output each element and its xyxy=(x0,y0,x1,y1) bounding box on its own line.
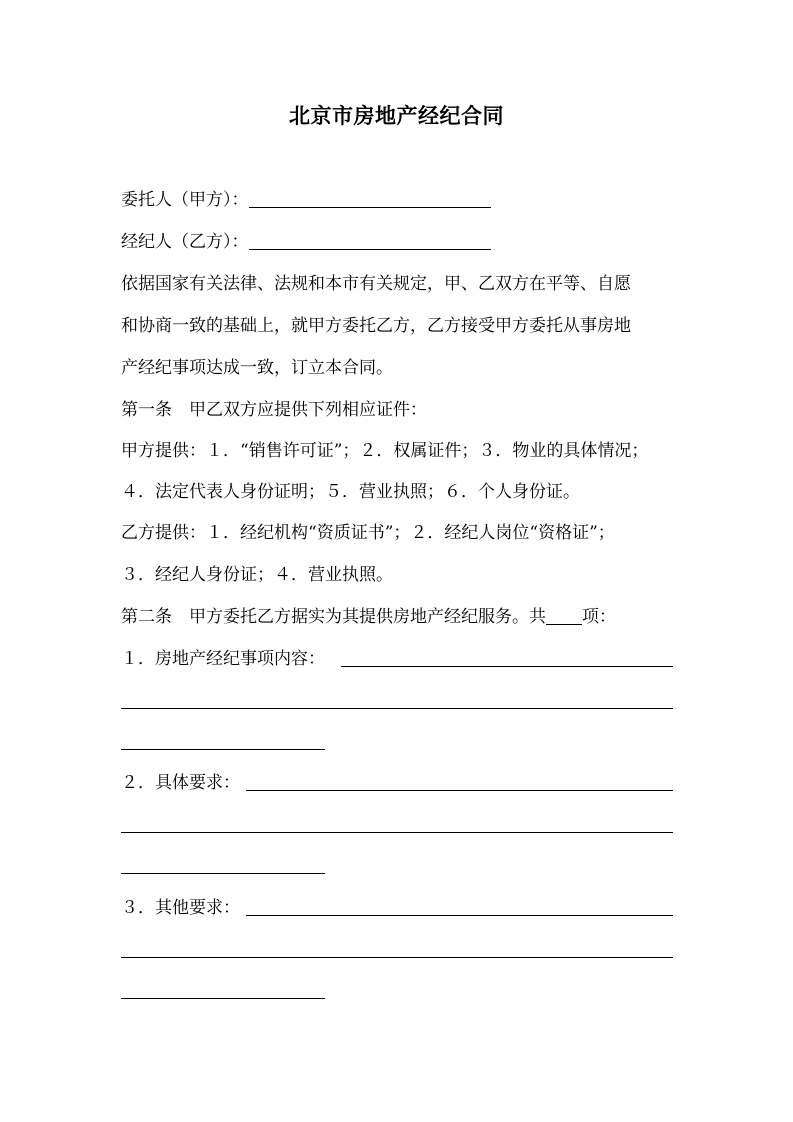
client-name-field[interactable] xyxy=(249,189,491,208)
client-line xyxy=(121,188,681,212)
item-1-field-line-3[interactable] xyxy=(121,749,325,750)
item-1-field-line-2[interactable] xyxy=(121,708,673,709)
item-2-field-line-3[interactable] xyxy=(121,873,325,874)
article2-heading-text: 第二条 甲方委托乙方据实为其提供房地产经纪服务。共 xyxy=(121,607,546,627)
article2-heading-suffix: 项： xyxy=(582,607,616,627)
party-b-docs-line-1: 乙方提供：１．经纪机构“资质证书”；２．经纪人岗位“资格证”； xyxy=(121,523,615,543)
item-3-field-line-2[interactable] xyxy=(121,957,673,958)
item-3-field-line-1[interactable] xyxy=(246,915,673,916)
item-3-field-line-3[interactable] xyxy=(121,998,325,999)
agent-label: 经纪人（乙方）： xyxy=(121,232,249,252)
item-2-field-line-1[interactable] xyxy=(246,790,673,791)
party-a-docs-line-2: ４．法定代表人身份证明；５．营业执照；６．个人身份证。 xyxy=(121,482,580,502)
party-b-docs-line-2: ３．经纪人身份证；４．营业执照。 xyxy=(121,565,393,585)
item-2-field-line-2[interactable] xyxy=(121,832,673,833)
article2-heading xyxy=(121,605,681,629)
article1-heading: 第一条 甲乙双方应提供下列相应证件： xyxy=(121,400,427,420)
item-1-label: １．房地产经纪事项内容： xyxy=(121,649,325,669)
item-3-label: ３．其他要求： xyxy=(121,898,240,918)
preamble-line-2: 和协商一致的基础上，就甲方委托乙方，乙方接受甲方委托从事房地 xyxy=(121,316,631,336)
client-label: 委托人（甲方）： xyxy=(121,190,249,210)
party-a-docs-line-1: 甲方提供：１．“销售许可证”；２．权属证件；３．物业的具体情况； xyxy=(121,441,649,461)
item-2-label: ２．具体要求： xyxy=(121,773,240,793)
item-1-field-line-1[interactable] xyxy=(341,666,673,667)
agent-line xyxy=(121,230,681,254)
preamble-line-3: 产经纪事项达成一致，订立本合同。 xyxy=(121,358,393,378)
preamble-line-1: 依据国家有关法律、法规和本市有关规定，甲、乙双方在平等、自愿 xyxy=(121,274,631,294)
agent-name-field[interactable] xyxy=(249,231,491,250)
item-count-field[interactable] xyxy=(546,606,582,625)
document-title: 北京市房地产经纪合同 xyxy=(289,103,504,128)
